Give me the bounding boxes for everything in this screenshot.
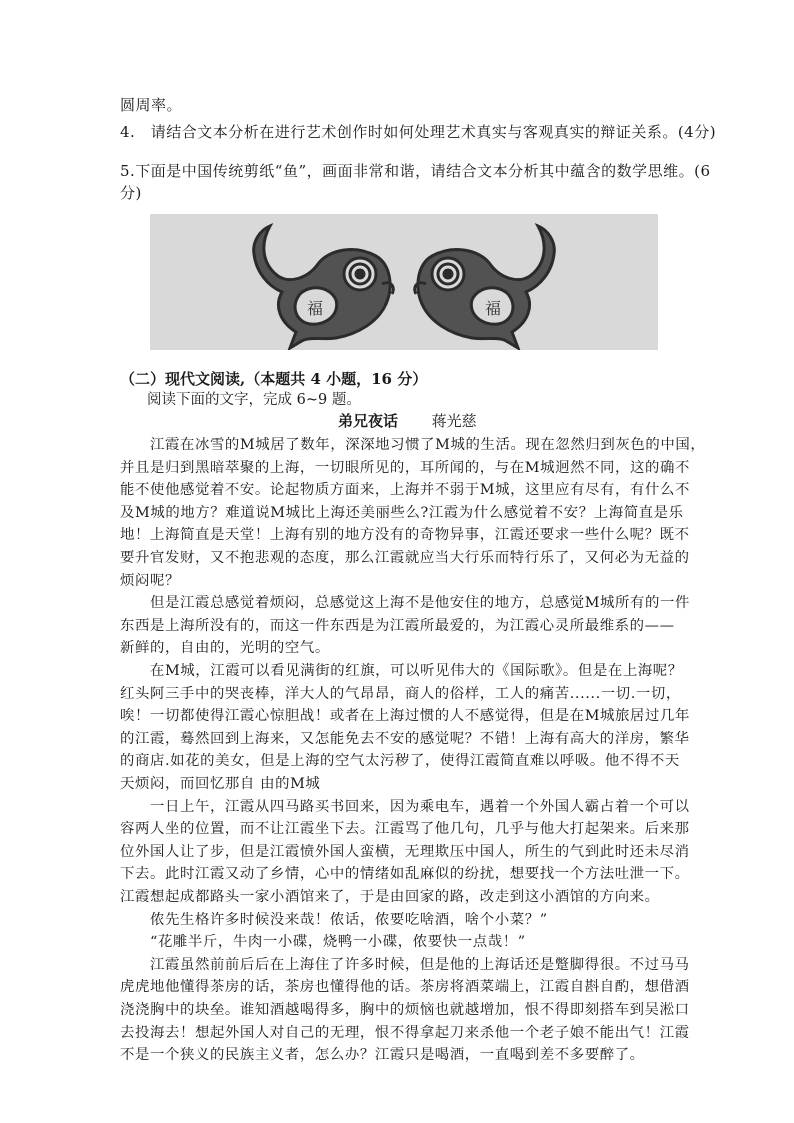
passage-line: 能不使他感觉着不安。论起物质方面来，上海并不弱于M城，这里应有尽有，有什么不	[120, 482, 690, 499]
passage-line: 不是一个狭义的民族主义者，怎么办？江霞只是喝酒，一直喝到差不多要醉了。	[120, 1047, 645, 1064]
section-heading: （二）现代文阅读,（本题共 4 小题，16 分）	[120, 370, 428, 388]
passage-line: 江霞想起成都路头一家小酒馆来了，于是由回家的路，改走到这小酒馆的方向来。	[120, 889, 660, 905]
passage-line: 侬先生格许多时候没来哉！侬话，侬要吃啥酒，啥个小菜？”	[120, 911, 548, 928]
passage-line: 新鲜的，自由的，光明的空气。	[120, 640, 330, 657]
passage-line: 及M城的地方？难道说M城比上海还美丽些么?江霞为什么感觉着不安？上海简直是乐	[120, 504, 684, 521]
passage-title: 弟兄夜话	[338, 412, 399, 430]
passage-line: 江霞在冰雪的M城居了数年，深深地习惯了M城的生活。现在忽然归到灰色的中国，	[120, 437, 706, 453]
passage-author: 蒋光慈	[431, 412, 477, 430]
passage-line: 下去。此时江霞又动了乡情，心中的情绪如乱麻似的纷扰，想要找一个方法吐泄一下。	[120, 866, 690, 883]
paper-cut-fish-svg	[150, 214, 658, 350]
right-fish-icon	[415, 226, 555, 348]
passage-line: 地！上海简直是天堂！上海有别的地方没有的奇物异事，江霞还要求一些什么呢？既不	[120, 527, 690, 544]
passage-line: 的商店.如花的美女，但是上海的空气太污秽了，使得江霞简直难以呼吸。他不得不天	[120, 753, 680, 770]
passage-line: 位外国人让了步，但是江霞愤外国人蛮横，无理欺压中国人，所生的气到此时还未尽消	[120, 843, 690, 860]
passage-line: 虎虎地他懂得茶房的话，茶房也懂得他的话。茶房将酒菜端上，江霞自斟自酌，想借酒	[120, 979, 690, 996]
section-instruction: 阅读下面的文字，完成 6~9 题。	[147, 392, 361, 408]
passage-line: 容两人坐的位置，而不让江霞坐下去。江霞骂了他几句，几乎与他大打起架来。后来那	[120, 821, 690, 838]
passage-line: 并且是归到黑暗萃聚的上海，一切眼所见的，耳所闻的，与在M城迥然不同，这的确不	[120, 459, 690, 476]
passage-line: 唉！一切都使得江霞心惊胆战！或者在上海过惯的人不感觉得，但是在M城旅居过几年	[120, 708, 690, 725]
passage-line: 的江霞，蓦然回到上海来，又怎能免去不安的感觉呢？不错！上海有高大的洋房，繁华	[120, 730, 690, 747]
right-fish-char: 福	[484, 299, 502, 318]
passage-title-line	[338, 410, 477, 431]
question-3-tail: 圆周率。	[120, 96, 183, 114]
passage-line: 在M城，江霞可以看见满街的红旗，可以听见伟大的《国际歌》。但是在上海呢？	[120, 663, 683, 679]
passage-line: 要升官发财，又不抱悲观的态度，那么江霞就应当大行乐而特行乐了，又何必为无益的	[120, 550, 690, 566]
passage-line: 浇浇胸中的块垒。谁知酒越喝得多，胸中的烦恼也就越增加，恨不得即刻搭车到吴淞口	[120, 1002, 690, 1018]
question-5-line-1: 5.下面是中国传统剪纸“鱼”，画面非常和谐，请结合文本分析其中蕴含的数学思维。(6	[120, 162, 711, 180]
passage-line: 红头阿三手中的哭丧棒，洋大人的气昂昂，商人的俗样，工人的痛苦......一切.一切，	[120, 685, 681, 702]
paper-cut-fish-figure	[150, 214, 658, 350]
passage-line: 去投海去！想起外国人对自己的无理，恨不得拿起刀来杀他一个老子娘不能出气！江霞	[120, 1024, 690, 1041]
passage-line: 东西是上海所没有的，而这一件东西是为江霞所最爱的，为江霞心灵所最维系的——	[120, 617, 675, 634]
passage-line: 天烦闷，而回忆那自 由的M城	[120, 776, 321, 792]
passage-line: 江霞虽然前前后后在上海住了许多时候，但是他的上海话还是蹩脚得很。不过马马	[120, 956, 690, 973]
left-fish-icon	[254, 226, 394, 348]
passage-line: 但是江霞总感觉着烦闷，总感觉这上海不是他安住的地方，总感觉M城所有的一件	[120, 595, 690, 612]
question-5-line-2: 分)	[120, 184, 142, 202]
passage-line: 一日上午，江霞从四马路买书回来，因为乘电车，遇着一个外国人霸占着一个可以	[120, 798, 690, 815]
left-fish-char: 福	[306, 299, 324, 318]
passage-line: “花雕半斤，牛肉一小碟，烧鸭一小碟，侬要快一点哉！”	[120, 934, 526, 951]
question-4: 4. 请结合文本分析在进行艺术创作时如何处理艺术真实与客观真实的辩证关系。(4分)	[120, 123, 717, 141]
passage-line: 烦闷呢？	[120, 572, 180, 589]
